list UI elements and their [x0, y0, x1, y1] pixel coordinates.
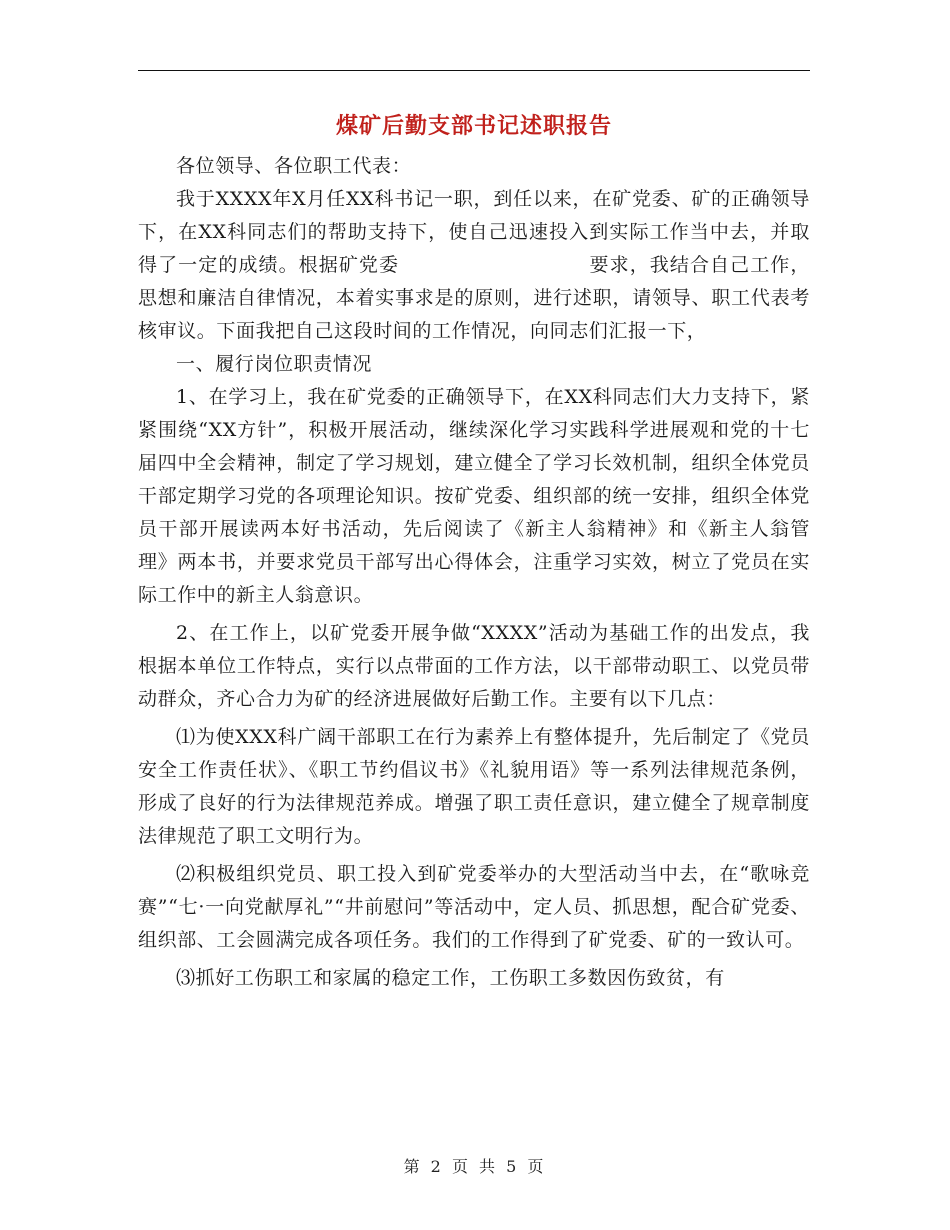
intro-text-part1: 我于XXXX年X月任XX科书记一职，到任以来，在矿党委、矿的正确领导下，在XX科同志们的帮助支持下，使自己迅速投入到实际工作当中去，并取得了一定的成绩。根据矿党委 [138, 188, 810, 276]
salutation: 各位领导、各位职工代表： [176, 155, 412, 177]
section-heading: 一、履行岗位职责情况 [176, 353, 373, 375]
intro-text-part2: 要求，我结合自己工作，思想和廉洁自律情况，本着实事求是的原则，进行述职，请领导、职工代表考核审议。下面我把自己这段时间的工作情况，向同志们汇报一下， [138, 254, 810, 342]
sub-item-3: ⑶抓好工伤职工和家属的稳定工作，工伤职工多数因伤致贫，有 [176, 967, 725, 989]
document-title: 煤矿后勤支部书记述职报告 [335, 113, 612, 139]
intro-paragraph [138, 183, 810, 348]
page-number: 第 2 页 共 5 页 [403, 1157, 547, 1176]
sub-item-1: ⑴为使XXX科广阔干部职工在行为素养上有整体提升，先后制定了《党员安全工作责任状》、《职工节约倡议书》《礼貌用语》等一系列法律规范条例，形成了良好的行为法律规范养成。增强了职工责任意识，建立健全了规章制度 法律规范了职工文明行为。 [138, 726, 810, 847]
header-rule [138, 70, 810, 71]
sub-item-2: ⑵积极组织党员、职工投入到矿党委举办的大型活动当中去，在“歌咏竞赛”“七·一向党献厚礼”“井前慰问”等活动中，定人员、抓思想，配合矿党委、组织部、工会圆满完成各项任务。我们的工作得到了矿党委、矿的一致认可。 [138, 863, 810, 951]
item-work: 2、在工作上，以矿党委开展争做“XXXX”活动为基础工作的出发点，我根据本单位工作特点，实行以点带面的工作方法，以干部带动职工、以党员带动群众，齐心合力为矿的经济进展做好后勤工作。主要有以下几点： [138, 622, 810, 710]
item-study: 1、在学习上，我在矿党委的正确领导下，在XX科同志们大力支持下，紧紧围绕“XX方针”，积极开展活动，继续深化学习实践科学进展观和党的十七届四中全会精神，制定了学习规划，建立健全了学习长效机制，组织全体党员干部定期学习党的各项理论知识。按矿党委、组织部的统一安排，组织全体党员干部开展读两本好书活动，先后阅读了《新主人翁精神》和《新主人翁管理》两本书，并要求党员干部写出心得体会，注重学习实效，树立了党员在实际工作中的新主人翁意识。 [138, 386, 810, 606]
document-body [138, 150, 810, 995]
